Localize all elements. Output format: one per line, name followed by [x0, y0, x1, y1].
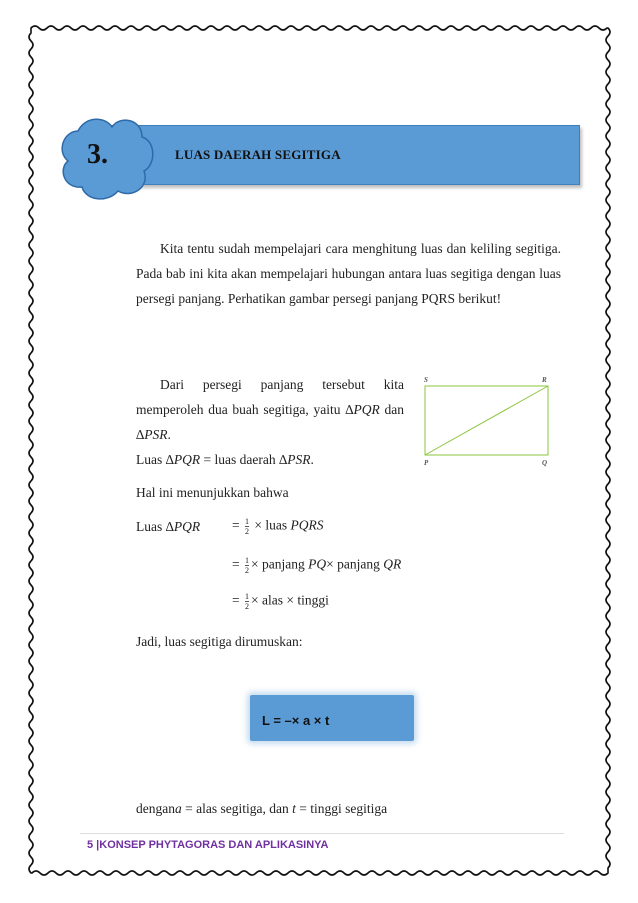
derivation-step-3: = $\frac{1}{2}$ × alas × tinggi: [232, 592, 329, 611]
label-r: R: [542, 376, 547, 384]
equal-area-statement: Luas ∆PQR = luas daerah ∆PSR.: [136, 452, 314, 467]
triangle-area-formula: L = –× a × t: [262, 713, 330, 728]
label-s: S: [424, 376, 428, 384]
diagonal-pr: [425, 386, 548, 455]
derivation-step-2: = $\frac{1}{2}$ × panjang PQ× panjang QR: [232, 556, 402, 575]
rectangle-pqrs-figure: [415, 372, 555, 472]
section-title: LUAS DAERAH SEGITIGA: [175, 147, 341, 162]
page-footer: 5 |KONSEP PHYTAGORAS DAN APLIKASINYA: [87, 839, 329, 851]
shows-text: Hal ini menunjukkan bahwa: [136, 485, 289, 500]
label-p: P: [424, 459, 429, 467]
label-q: Q: [542, 459, 548, 467]
triangles-paragraph: Dari persegi panjang tersebut kita memperoleh dua buah segitiga, yaitu ∆PQR dan ∆PSR.: [136, 377, 404, 442]
footer-divider: [80, 833, 564, 834]
fraction-half: $\frac{1}{2}$: [245, 556, 249, 575]
section-number: 3.: [87, 139, 108, 170]
intro-paragraph: Kita tentu sudah mempelajari cara menghitung luas dan keliling segitiga. Pada bab ini kita akan mempelajari hubungan antara luas segitiga dengan luas persegi panjang. Perhatikan gambar persegi panjang PQRS berikut!: [136, 241, 561, 306]
derivation-lhs: Luas ∆PQR: [136, 519, 201, 534]
conclusion-text: Jadi, luas segitiga dirumuskan:: [136, 634, 303, 649]
derivation-step-1: = $\frac{1}{2}$ × luas PQRS: [232, 517, 324, 536]
fraction-half: $\frac{1}{2}$: [245, 517, 249, 536]
variable-definition: dengana = alas segitiga, dan t = tinggi segitiga: [136, 801, 388, 816]
fraction-half: $\frac{1}{2}$: [245, 592, 249, 611]
